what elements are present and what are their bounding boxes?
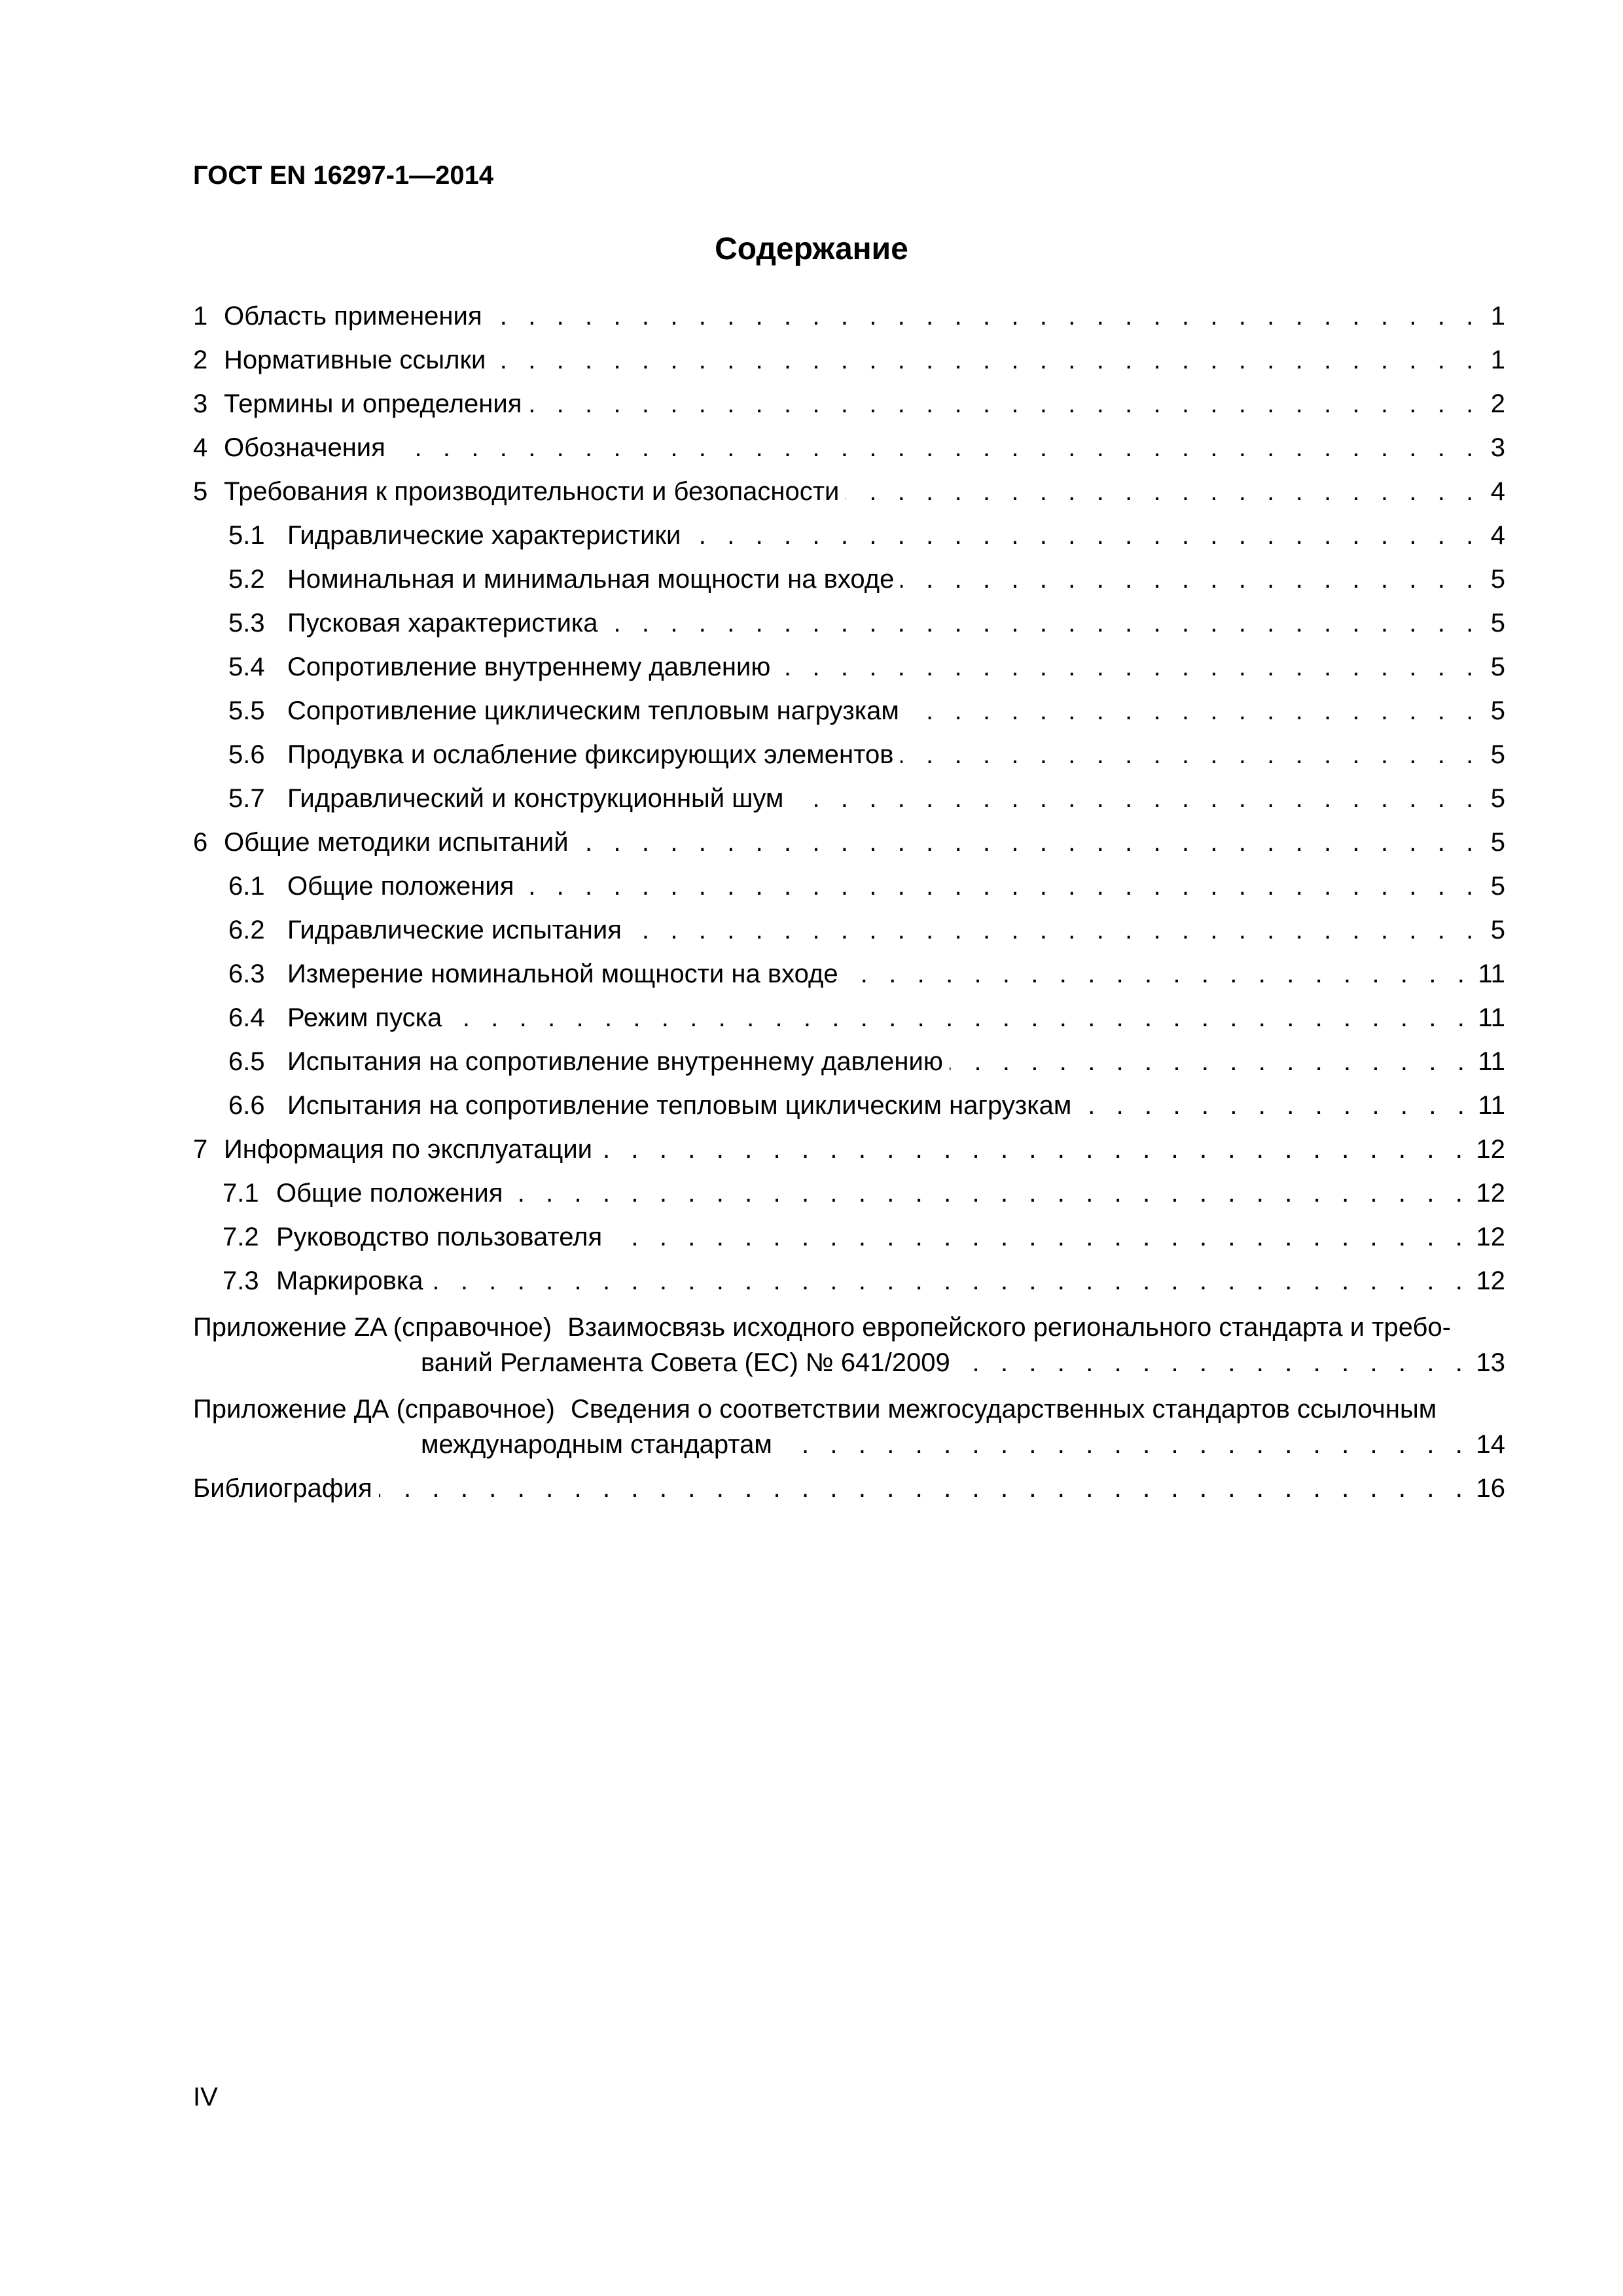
toc-entry-label: Нормативные ссылки: [224, 346, 486, 374]
toc-entry-page: 5: [1490, 609, 1505, 637]
dot-leader: [379, 1472, 1470, 1505]
toc-entry-label: Руководство пользователя: [276, 1223, 603, 1251]
toc-entry-label: Пусковая характеристика: [287, 609, 598, 637]
toc-entry-label: Термины и определения: [224, 389, 522, 418]
toc-entry-number: 5.7: [228, 784, 265, 813]
toc-entry-label: Продувка и ослабление фиксирующих элементов: [287, 740, 894, 769]
toc-entry-number: 5: [193, 477, 208, 506]
dot-leader: [429, 1265, 1469, 1297]
toc-entry-page: 5: [1490, 565, 1505, 594]
dot-leader: [901, 563, 1480, 596]
annex-label: Приложение ZA (справочное): [193, 1313, 552, 1342]
toc-entry-number: 5.1: [228, 521, 265, 550]
toc-entry-page: 14: [1476, 1430, 1505, 1459]
toc-entry-page: 12: [1476, 1179, 1505, 1208]
toc-subentry[interactable]: [193, 607, 1505, 651]
toc-entry-number: 6.5: [228, 1047, 265, 1076]
toc-entry[interactable]: [193, 431, 1505, 475]
toc-entry-label: Гидравлические испытания: [287, 916, 622, 944]
dot-leader: [906, 694, 1480, 727]
toc-entry-number: 6.1: [228, 872, 265, 901]
dot-leader: [392, 431, 1480, 464]
dot-leader: [628, 914, 1480, 946]
toc-annex-za[interactable]: [193, 1308, 1505, 1390]
toc-entry-number: 7.2: [223, 1223, 259, 1251]
annex-title-line2: международным стандартам: [421, 1430, 772, 1459]
annex-title-line1: Взаимосвязь исходного европейского регионального стандарта и требо-: [567, 1313, 1452, 1342]
dot-leader: [687, 519, 1480, 552]
toc-subentry[interactable]: [193, 563, 1505, 607]
toc-entry-label: Общие положения: [276, 1179, 503, 1208]
toc-entry-page: 5: [1490, 784, 1505, 813]
toc-entry-number: 1: [193, 302, 208, 331]
toc-subentry[interactable]: [193, 1177, 1505, 1221]
toc-subentry[interactable]: [193, 1045, 1505, 1089]
toc-entry-page: 16: [1476, 1474, 1505, 1503]
toc-entry-label: Измерение номинальной мощности на входе: [287, 960, 838, 988]
toc-title: Содержание: [715, 232, 908, 266]
toc-entry-label: Общие положения: [287, 872, 514, 901]
toc-entry-page: 12: [1476, 1266, 1505, 1295]
annex-title-line1: Сведения о соответствии межгосударственных стандартов ссылочным: [571, 1395, 1437, 1424]
toc-subentry[interactable]: [193, 782, 1505, 826]
toc-entry-page: 1: [1490, 346, 1505, 374]
dot-leader: [957, 1346, 1470, 1379]
toc-entry-number: 3: [193, 389, 208, 418]
toc-entry-number: 5.2: [228, 565, 265, 594]
toc-entry-page: 5: [1490, 653, 1505, 681]
dot-leader: [1078, 1089, 1471, 1122]
annex-label: Приложение ДА (справочное): [193, 1395, 555, 1424]
toc-entry-label: Общие методики испытаний: [224, 828, 569, 857]
table-of-contents: [193, 300, 1505, 1516]
dot-leader: [790, 782, 1480, 815]
toc-entry-page: 1: [1490, 302, 1505, 331]
toc-entry-page: 5: [1490, 872, 1505, 901]
toc-subentry[interactable]: [193, 1221, 1505, 1265]
toc-entry-label: Обозначения: [224, 433, 385, 462]
toc-entry-number: 6.3: [228, 960, 265, 988]
toc-entry-page: 5: [1490, 916, 1505, 944]
toc-entry-number: 6.2: [228, 916, 265, 944]
toc-annex-da[interactable]: [193, 1390, 1505, 1472]
toc-entry-number: 7: [193, 1135, 208, 1164]
toc-entry-page: 2: [1490, 389, 1505, 418]
toc-entry-label: Информация по эксплуатации: [224, 1135, 593, 1164]
toc-entry-label: Маркировка: [276, 1266, 423, 1295]
toc-subentry[interactable]: [193, 1265, 1505, 1308]
toc-subentry[interactable]: [193, 958, 1505, 1001]
toc-entry-page: 12: [1476, 1223, 1505, 1251]
toc-entry-label: Библиография: [193, 1474, 372, 1503]
toc-entry-page: 12: [1476, 1135, 1505, 1164]
toc-subentry[interactable]: [193, 738, 1505, 782]
dot-leader: [528, 387, 1480, 420]
toc-entry-label: Сопротивление циклическим тепловым нагрузкам: [287, 696, 899, 725]
toc-entry-page: 5: [1490, 696, 1505, 725]
toc-entry[interactable]: [193, 387, 1505, 431]
toc-entry-page: 4: [1490, 477, 1505, 506]
toc-entry-label: Требования к производительности и безопасности: [224, 477, 840, 506]
toc-subentry[interactable]: [193, 694, 1505, 738]
dot-leader: [605, 607, 1480, 639]
dot-leader: [845, 958, 1472, 990]
toc-subentry[interactable]: [193, 870, 1505, 914]
toc-subentry[interactable]: [193, 1089, 1505, 1133]
toc-entry-page: 5: [1490, 828, 1505, 857]
toc-entry-label: Номинальная и минимальная мощности на входе: [287, 565, 895, 594]
toc-entry-label: Гидравлический и конструкционный шум: [287, 784, 784, 813]
page-number: IV: [193, 2083, 218, 2111]
toc-subentry[interactable]: [193, 651, 1505, 694]
annex-title-line2: ваний Регламента Совета (ЕС) № 641/2009: [421, 1348, 950, 1377]
toc-entry-number: 2: [193, 346, 208, 374]
toc-entry[interactable]: [193, 344, 1505, 387]
toc-entry-number: 6.6: [228, 1091, 265, 1120]
dot-leader: [777, 651, 1480, 683]
toc-entry-number: 5.5: [228, 696, 265, 725]
toc-entry-page: 11: [1478, 960, 1505, 988]
toc-entry-number: 6.4: [228, 1003, 265, 1032]
toc-entry-page: 5: [1490, 740, 1505, 769]
toc-subentry[interactable]: [193, 1001, 1505, 1045]
dot-leader: [509, 1177, 1469, 1210]
document-designation: ГОСТ EN 16297-1—2014: [193, 161, 494, 190]
toc-entry-page: 11: [1478, 1003, 1505, 1032]
toc-subentry[interactable]: [193, 519, 1505, 563]
toc-entry-number: 4: [193, 433, 208, 462]
toc-entry-label: Область применения: [224, 302, 482, 331]
dot-leader: [520, 870, 1480, 903]
toc-subentry[interactable]: [193, 914, 1505, 958]
toc-entry-number: 5.6: [228, 740, 265, 769]
toc-entry-page: 13: [1476, 1348, 1505, 1377]
toc-entry-page: 3: [1490, 433, 1505, 462]
dot-leader: [609, 1221, 1469, 1253]
toc-entry-label: Сопротивление внутреннему давлению: [287, 653, 771, 681]
toc-entry[interactable]: [193, 826, 1505, 870]
toc-entry-number: 6: [193, 828, 208, 857]
toc-entry[interactable]: [193, 1133, 1505, 1177]
toc-entry-label: Испытания на сопротивление внутреннему давлению: [287, 1047, 943, 1076]
dot-leader: [448, 1001, 1471, 1034]
toc-entry-number: 5.3: [228, 609, 265, 637]
dot-leader: [599, 1133, 1469, 1166]
dot-leader: [901, 738, 1480, 771]
dot-leader: [779, 1428, 1470, 1461]
dot-leader: [575, 826, 1480, 859]
toc-entry-label: Испытания на сопротивление тепловым циклическим нагрузкам: [287, 1091, 1072, 1120]
toc-bibliography[interactable]: [193, 1472, 1505, 1516]
toc-entry[interactable]: [193, 475, 1505, 519]
toc-entry-page: 11: [1478, 1047, 1505, 1076]
toc-entry-number: 5.4: [228, 653, 265, 681]
dot-leader: [950, 1045, 1472, 1078]
toc-entry-page: 4: [1490, 521, 1505, 550]
dot-leader: [489, 300, 1480, 332]
toc-entry[interactable]: [193, 300, 1505, 344]
dot-leader: [846, 475, 1480, 508]
toc-entry-number: 7.3: [223, 1266, 259, 1295]
toc-entry-label: Гидравлические характеристики: [287, 521, 681, 550]
dot-leader: [492, 344, 1480, 376]
toc-entry-label: Режим пуска: [287, 1003, 442, 1032]
toc-entry-page: 11: [1478, 1091, 1505, 1120]
toc-entry-number: 7.1: [223, 1179, 259, 1208]
